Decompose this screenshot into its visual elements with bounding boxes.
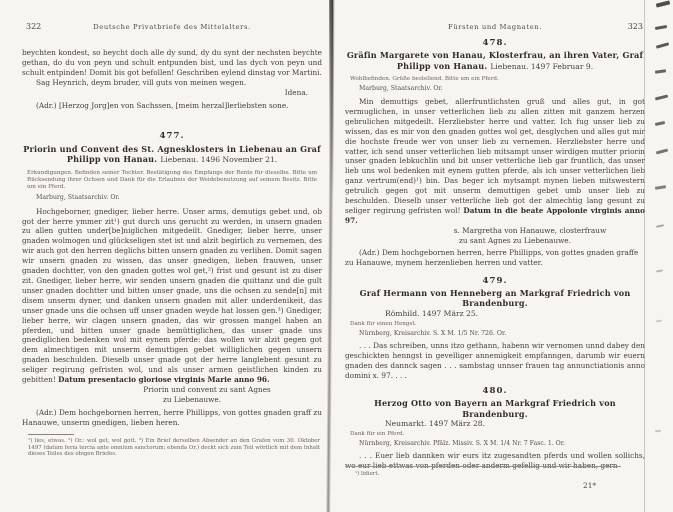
entry-477-signature-line2: zu Liebenauwe. — [163, 394, 221, 404]
edge-text-smudge — [656, 42, 669, 48]
entry-480-archive: Nürnberg, Kreisarchiv. Pfälz. Missiv. S. X M. 1/4 Nr. 7 Fasc. 1. Or. — [359, 440, 566, 448]
running-title-left: Deutsche Privatbriefe des Mittelalters. — [93, 23, 251, 31]
letter-continuation-body: beychten kondest, so beycht doch alle dy sund, dy du synt der nechsten beychte gethan, do du von peyn und schult entpunden bist, und las dych von peyn und schult entpinden! Domit bis got befollen! Geschriben eylend dinstag vor Martini. — [22, 48, 322, 77]
entry-477-signature-line1: Priorin und convent zu sant Agnes — [143, 384, 271, 394]
entry-478-body — [345, 97, 645, 226]
edge-text-smudge — [655, 69, 666, 74]
footnotes-left: ¹) lies, etwas. ²) Or.: wol get, wol gott. ³) Ein Brief derselben Absender an den Grafen vom 30. Oktober 1497 (datum feria tercia ante omnium sanctorum; ebenda Or.) deckt sich zum Teil wörtlich mit dem Inhalt dieses Teiles des obigen Briefes. — [28, 437, 320, 458]
entry-478-address: (Adr.) Dem hochgebornen herren, herre Phillipps, von gottes gnaden graffe zu Hanauwe, mynem herzenlieben herren und vatter. — [345, 247, 639, 267]
page-right — [345, 0, 645, 512]
edge-text-smudge — [655, 121, 665, 126]
entry-477-address: (Adr.) Dem hochgebornen herren, herre Phillipps, von gottes gnaden graff zu Hanauwe, unserm gnedigen, lieben heren. — [22, 407, 322, 427]
entry-478-place-date: Liebenau. 1497 Februar 9. — [490, 61, 594, 71]
letter-continuation-signature: Idena. — [284, 87, 308, 97]
edge-text-smudge — [655, 25, 667, 30]
edge-text-smudge — [655, 185, 666, 190]
scan-edge-artifact — [643, 0, 673, 512]
entry-477-number: 477. — [159, 130, 185, 141]
footnote-rule-right — [345, 466, 621, 467]
running-head-right — [345, 22, 645, 32]
binding-gutter-shadow — [325, 0, 337, 512]
page-number-left: 322 — [26, 22, 42, 31]
entry-480-body: . . . Euer lieb dannken wir eurs itz zugesandten pferds und wollen sollichs, wo eur lieb ettwas von pferden oder anderm gefellig und wir haben, gern — [345, 451, 645, 471]
edge-text-smudge — [656, 269, 663, 272]
entry-480-number: 480. — [482, 386, 508, 397]
entry-479-summary: Dank für einen Hengst. — [350, 320, 417, 327]
letter-continuation-postscript: Sag Heynrich, deym bruder, vill guts von meinen wegen. — [36, 77, 247, 87]
footnote-rule-left — [28, 434, 74, 435]
entry-479-title: Graf Hermann von Henneberg an Markgraf Friedrich von Brandenburg. — [359, 287, 631, 309]
entry-477-datum: Datum presentacio gloriose virginis Marie anno 96. — [58, 375, 270, 385]
entry-478-title — [345, 50, 645, 72]
edge-text-smudge — [656, 320, 662, 323]
entry-477-body-text: Hochgeborner, gnediger, lieber herre. Unser arms, demutigs gebet und, ob got der herre ymmer zit¹) gut durch uns gerucht zu werden, in unsern gnaden zu allen gutten under[be]niglichen mitgedeilt. Gnediger, lieber herre, unser gnaden wolmogen und glückseligen stet ist und alzit begirlich zu vernemen, des wir auch got den herren deglichs bitten unsern gnaden zu verlihen. Domit sagen wir unsern gnaden zu wissen, das unser gnedigen, lieben frauwen, unser gnaden dochtter, von den gnaden gottes wol get,²) frist und gesunt ist zu diser zit. Gnediger, lieber herre, wir senden unsern gnaden die quittanz und die gult unser gnaden dochtter und bitten unser gnade, uns die ochsen zu sende[n] mit disem unserm dyner, und danken unsern gnaden mit aller underdenikeit, das unser gnade uns die ochsen uff unser gnaden weyde hat lossen gen.³) Gnediger, lieber herre, wir clagen unsern gnaden, das wir grossen mangel haben an pferden, und bitten unser gnade bemüttiglichen, das unser gnade uns gnediglichen bedenken wol mit eynem pferde: das wollen wir alzit gegen got dem almechtigen mit unserm demuttigen gebet williglichen gegen unsern gnaden beschulden. Dieselb unser gnade got der herre langlebent gesunt zu seliger regirung gefristen wol, und als unser armen geistlichen kinden zu gebitten! — [22, 206, 322, 385]
entry-477-summary: Erkundigungen. Befinden seiner Tochter. Bestätigung des Empfangs der Rente für dieselbe. Bitte um Rücksendung ihrer Ochsen und Dank für die Erlaubnis der Weidebenutzung auf seinem Besitz. Bitte um ein Pferd. — [27, 169, 317, 190]
footnote-right: ¹) lidiert. — [355, 471, 380, 477]
edge-text-smudge — [656, 0, 671, 7]
letter-continuation-address: (Adr.) [Herzog Jorg]en von Sachssen, [meim herzal]lerliebsten sone. — [36, 100, 289, 110]
edge-text-smudge — [656, 148, 668, 154]
edge-text-smudge — [655, 430, 661, 433]
page-number-right: 323 — [627, 22, 643, 31]
printer-sheet-mark: 21* — [583, 481, 597, 490]
entry-477-title — [22, 144, 322, 166]
entry-478-title-text: Gräfin Margarete von Hanau, Klosterfrau, an ihren Vater, Graf Philipp von Hanau. — [346, 50, 644, 71]
entry-480-title: Herzog Otto von Bayern an Markgraf Friedrich von Brandenburg. — [374, 398, 616, 419]
edge-text-smudge — [656, 224, 664, 228]
edge-text-smudge — [655, 94, 668, 100]
entry-480-summary: Dank für ein Pferd. — [350, 431, 405, 438]
entry-477-title-text: Priorin und Convent des St. Agnesklosters in Liebenau an Graf Philipp von Hanau. — [23, 143, 321, 165]
entry-479-body: . . . Das schreiben, unns itzo gethann, habenn wir vernomen unnd dabey den geschickten henngst in gevelliger annemigkeit empfanngen, darumb wir euern gnaden des dannck sagen . . . sambstag unnser frauen tag annunctiationis anno domini x. 97. . . . — [345, 340, 645, 380]
entry-480-place-date: Neumarkt. 1497 März 28. — [385, 419, 486, 429]
entry-479-number: 479. — [482, 275, 508, 286]
entry-479-archive: Nürnberg, Kreisarchiv. S. X M. 1/5 Nr. 726. Or. — [359, 329, 507, 337]
running-head-left — [22, 22, 322, 32]
entry-477-body — [22, 207, 322, 385]
entry-478-number: 478. — [482, 38, 508, 48]
entry-477-archive: Marburg, Staatsarchiv. Or. — [36, 193, 120, 201]
entry-478-datum: Datum in die beate Appolonie virginis anno 97. — [345, 205, 645, 225]
entry-478-body-text: Min demuttigs gebet, allerfruntlichsten gruß und alles gut, in got vermuglichen, in unser vetterlichen lieb zu allen zitten mit ganzem herzen gebrulichen mitgedeilt. Herzliebster herre und vatter. Ich fug unser lieb zu wissen, das es mir von den gnaden gottes wol get, desglychen und alles gut mir die hochste freude wer von unser lieb zu vernemen. Herzliebster herre und vatter, ich send unser vetterlichen lieb mitsampt unser wirdigen mutter priorin unser gnaden lebkuchlin und bit unser vetterliche lieb gar fruntlich, das unser lieb uns wol bedenken mit eynem gutten pferde, als ich unser vetterlichen lieb ganz vertrum(end)¹) bin. Das beger ich mytsampt mynen lieben mitswestern getrulich gegen got mit unserm demuttigen gebet umb unser lieb zu beschulden. Dieselb unser vetterliche lieb got der almechtig lang gesunt zu seliger regirung gefristen wol! — [345, 97, 645, 215]
running-title-right: Fürsten und Magnaten. — [447, 23, 543, 31]
entry-479-place-date: Römhild. 1497 März 25. — [385, 308, 479, 318]
entry-478-signature-line1: s. Margretha von Hanauwe, closterfrauw — [453, 225, 607, 235]
entry-477-place-date: Liebenau. 1496 November 21. — [160, 155, 278, 165]
entry-478-summary: Wohlbefinden. Grüße bestellend. Bitte um ein Pferd. — [350, 76, 499, 82]
page-left — [22, 0, 322, 512]
entry-478-archive: Marburg, Staatsarchiv. Or. — [359, 85, 443, 92]
entry-478-signature-line2: zu sant Agnes zu Liebenauwe. — [459, 235, 571, 245]
